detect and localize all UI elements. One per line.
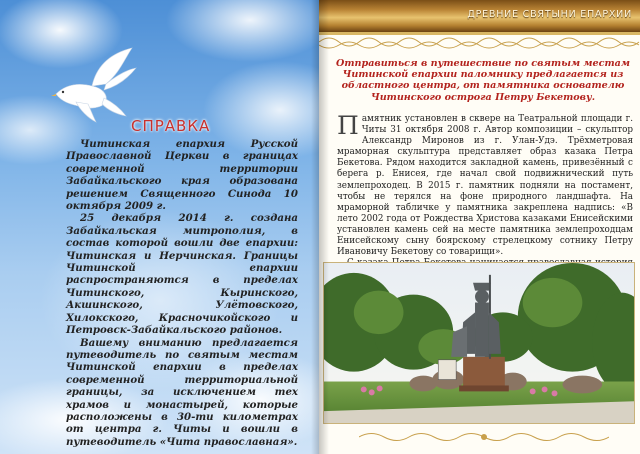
page-gutter-shadow <box>311 0 319 454</box>
monument-photo <box>323 262 635 424</box>
dove-illustration <box>46 46 138 126</box>
right-page <box>319 0 640 454</box>
description-paragraph <box>337 111 633 258</box>
monument-description <box>337 111 633 280</box>
header-banner <box>319 0 640 32</box>
reference-text <box>66 138 298 448</box>
ornamental-border <box>319 32 640 52</box>
reference-paragraph: Читинская епархия Русской Православной Церкви в границах современной территории Забайкальского края образована решением Священного Синода 10 октября 2009 г. <box>66 138 298 213</box>
section-title: ДРЕВНИЕ СВЯТЫНИ ЕПАРХИИ <box>467 9 632 20</box>
footer-ornament <box>359 430 609 444</box>
intro-text: Отправиться в путешествие по святым местам Читинской епархии паломнику предлагается из областного центра, от памятника основателю Читинского острога Петру Бекетову. <box>336 58 630 103</box>
page-gutter-shadow <box>319 0 329 454</box>
paragraph-text: амятник установлен в сквере на Театральной площади г. Читы 31 октября 2008 г. Автор композиции – скульптор Александр Миронов из г. Улан-Удэ. Трёхметровая мраморная скульптура представляет образ казака Петра Бекетова. Рядом находится закладной камень, привезённый с берега р. Енисея, где начал свой подвижнический путь землепроходец. В 2015 г. памятник подняли на постамент, чтобы не терялся на фоне природного ландшафта. На мраморной табличке у памятника закреплена надпись: «В лето 2002 года от Рождества Христова казаками Енисейскими установлен камень сей на месте памятника землепроходцам Енисейскому сыну боярскому стрелецкому сотнику Петру Ивановичу Бекетову со товарищи». <box>337 114 633 258</box>
drop-cap: П <box>337 111 359 140</box>
left-page <box>0 0 319 454</box>
reference-paragraph: 25 декабря 2014 г. создана Забайкальская митрополия, в состав которой вошли две епархии: Читинская и Нерчинская. Границы Читинской епархии распространяются в пределах Читинского, Кыринского, Акшинского, Улётовского, Хилокского, Красночикойского и Петровск-Забайкальского районов. <box>66 212 298 337</box>
monument-photo-illustration <box>324 263 634 423</box>
reference-heading: СПРАВКА <box>131 117 211 135</box>
reference-paragraph: Вашему вниманию предлагается путеводитель по святым местам Читинской епархии в пределах современной территориальной границы, за исключением тех храмов и монастырей, которые расположены в 30-ти километрах от центра г. Читы и вошли в путеводитель «Чита православная». <box>66 336 298 448</box>
